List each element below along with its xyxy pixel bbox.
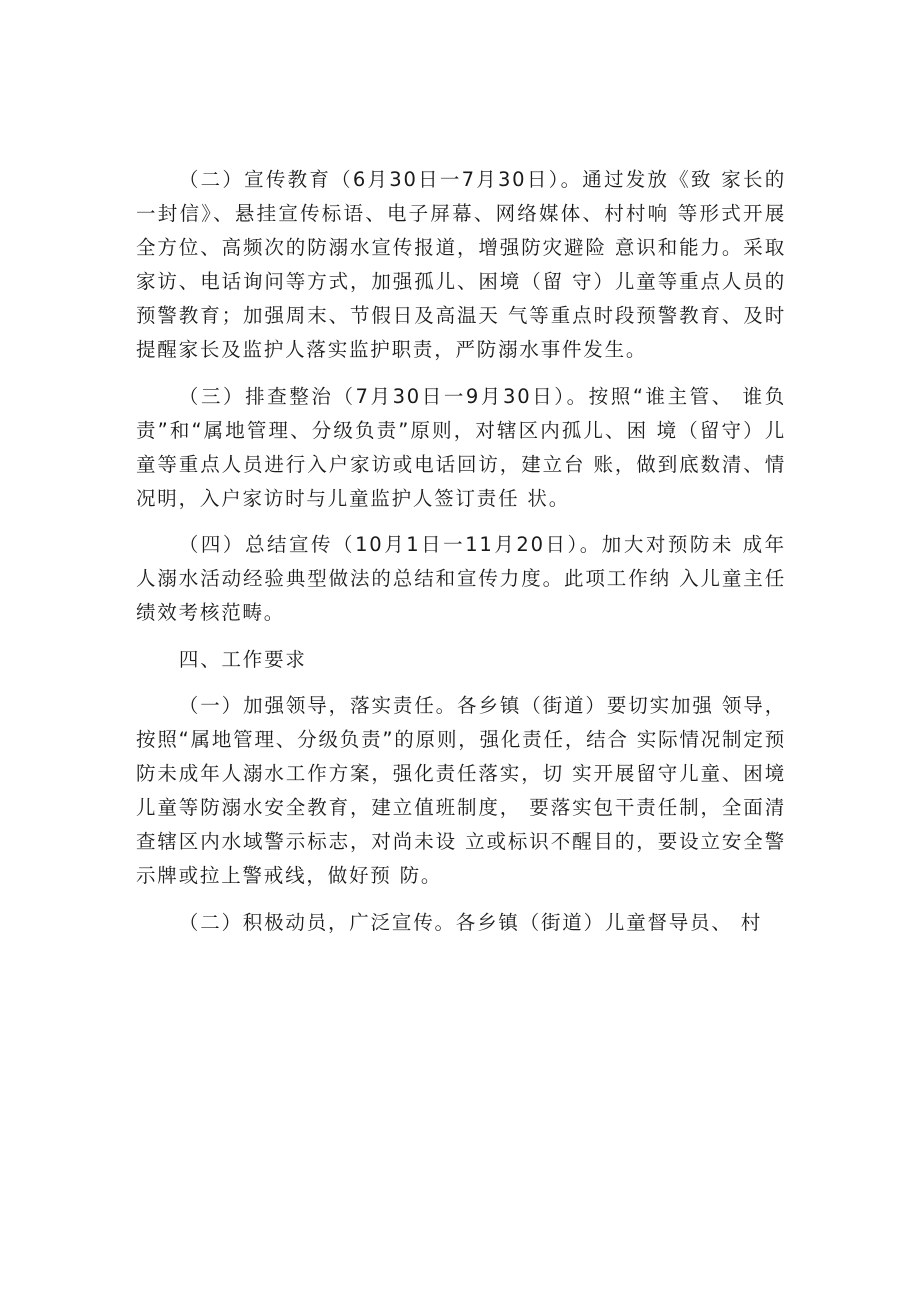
paragraph-publicity-education: （二）宣传教育（6月30日一7月30日）。通过发放《致 家长的一封信》、悬挂宣传标语、电子屏幕、网络媒体、村村响 等形式开展全方位、高频次的防溺水宣传报道，增强防灾避险 意识和能力。采取家访、电话询问等方式，加强孤儿、困境（留 守）儿童等重点人员的预警教育；加强周末、节假日及高温天 气等重点时段预警教育、及时提醒家长及监护人落实监护职责，严防溺水事件发生。 [136,168,786,361]
document-body [136,163,786,952]
paragraph-active-mobilization: （二）积极动员，广泛宣传。各乡镇（街道）儿童督导员、 村 [178,910,762,934]
paragraph-strengthen-leadership: （一）加强领导，落实责任。各乡镇（街道）要切实加强 领导，按照“属地管理、分级负责”的原则，强化责任，结合 实际情况制定预防未成年人溺水工作方案，强化责任落实，切 实开展留守儿童、困境儿童等防溺水安全教育，建立值班制度， 要落实包干责任制，全面清查辖区内水域警示标志，对尚未设 立或标识不醒目的，要设立安全警示牌或拉上警戒线，做好预 防。 [136,694,786,887]
paragraph-inspection-rectification: （三）排查整治（7月30日一9月30日）。按照“谁主管、 谁负责”和“属地管理、分级负责”原则，对辖区内孤儿、困 境（留守）儿童等重点人员进行入户家访或电话回访，建立台 账，做到底数清、情况明，入户家访时与儿童监护人签订责任 状。 [136,384,786,510]
paragraph-summary-publicity: （四）总结宣传（10月1日一11月20日）。加大对预防未 成年人溺水活动经验典型做法的总结和宣传力度。此项工作纳 入儿童主任绩效考核范畴。 [136,533,786,624]
section-heading-work-requirements: 四、工作要求 [178,647,307,671]
